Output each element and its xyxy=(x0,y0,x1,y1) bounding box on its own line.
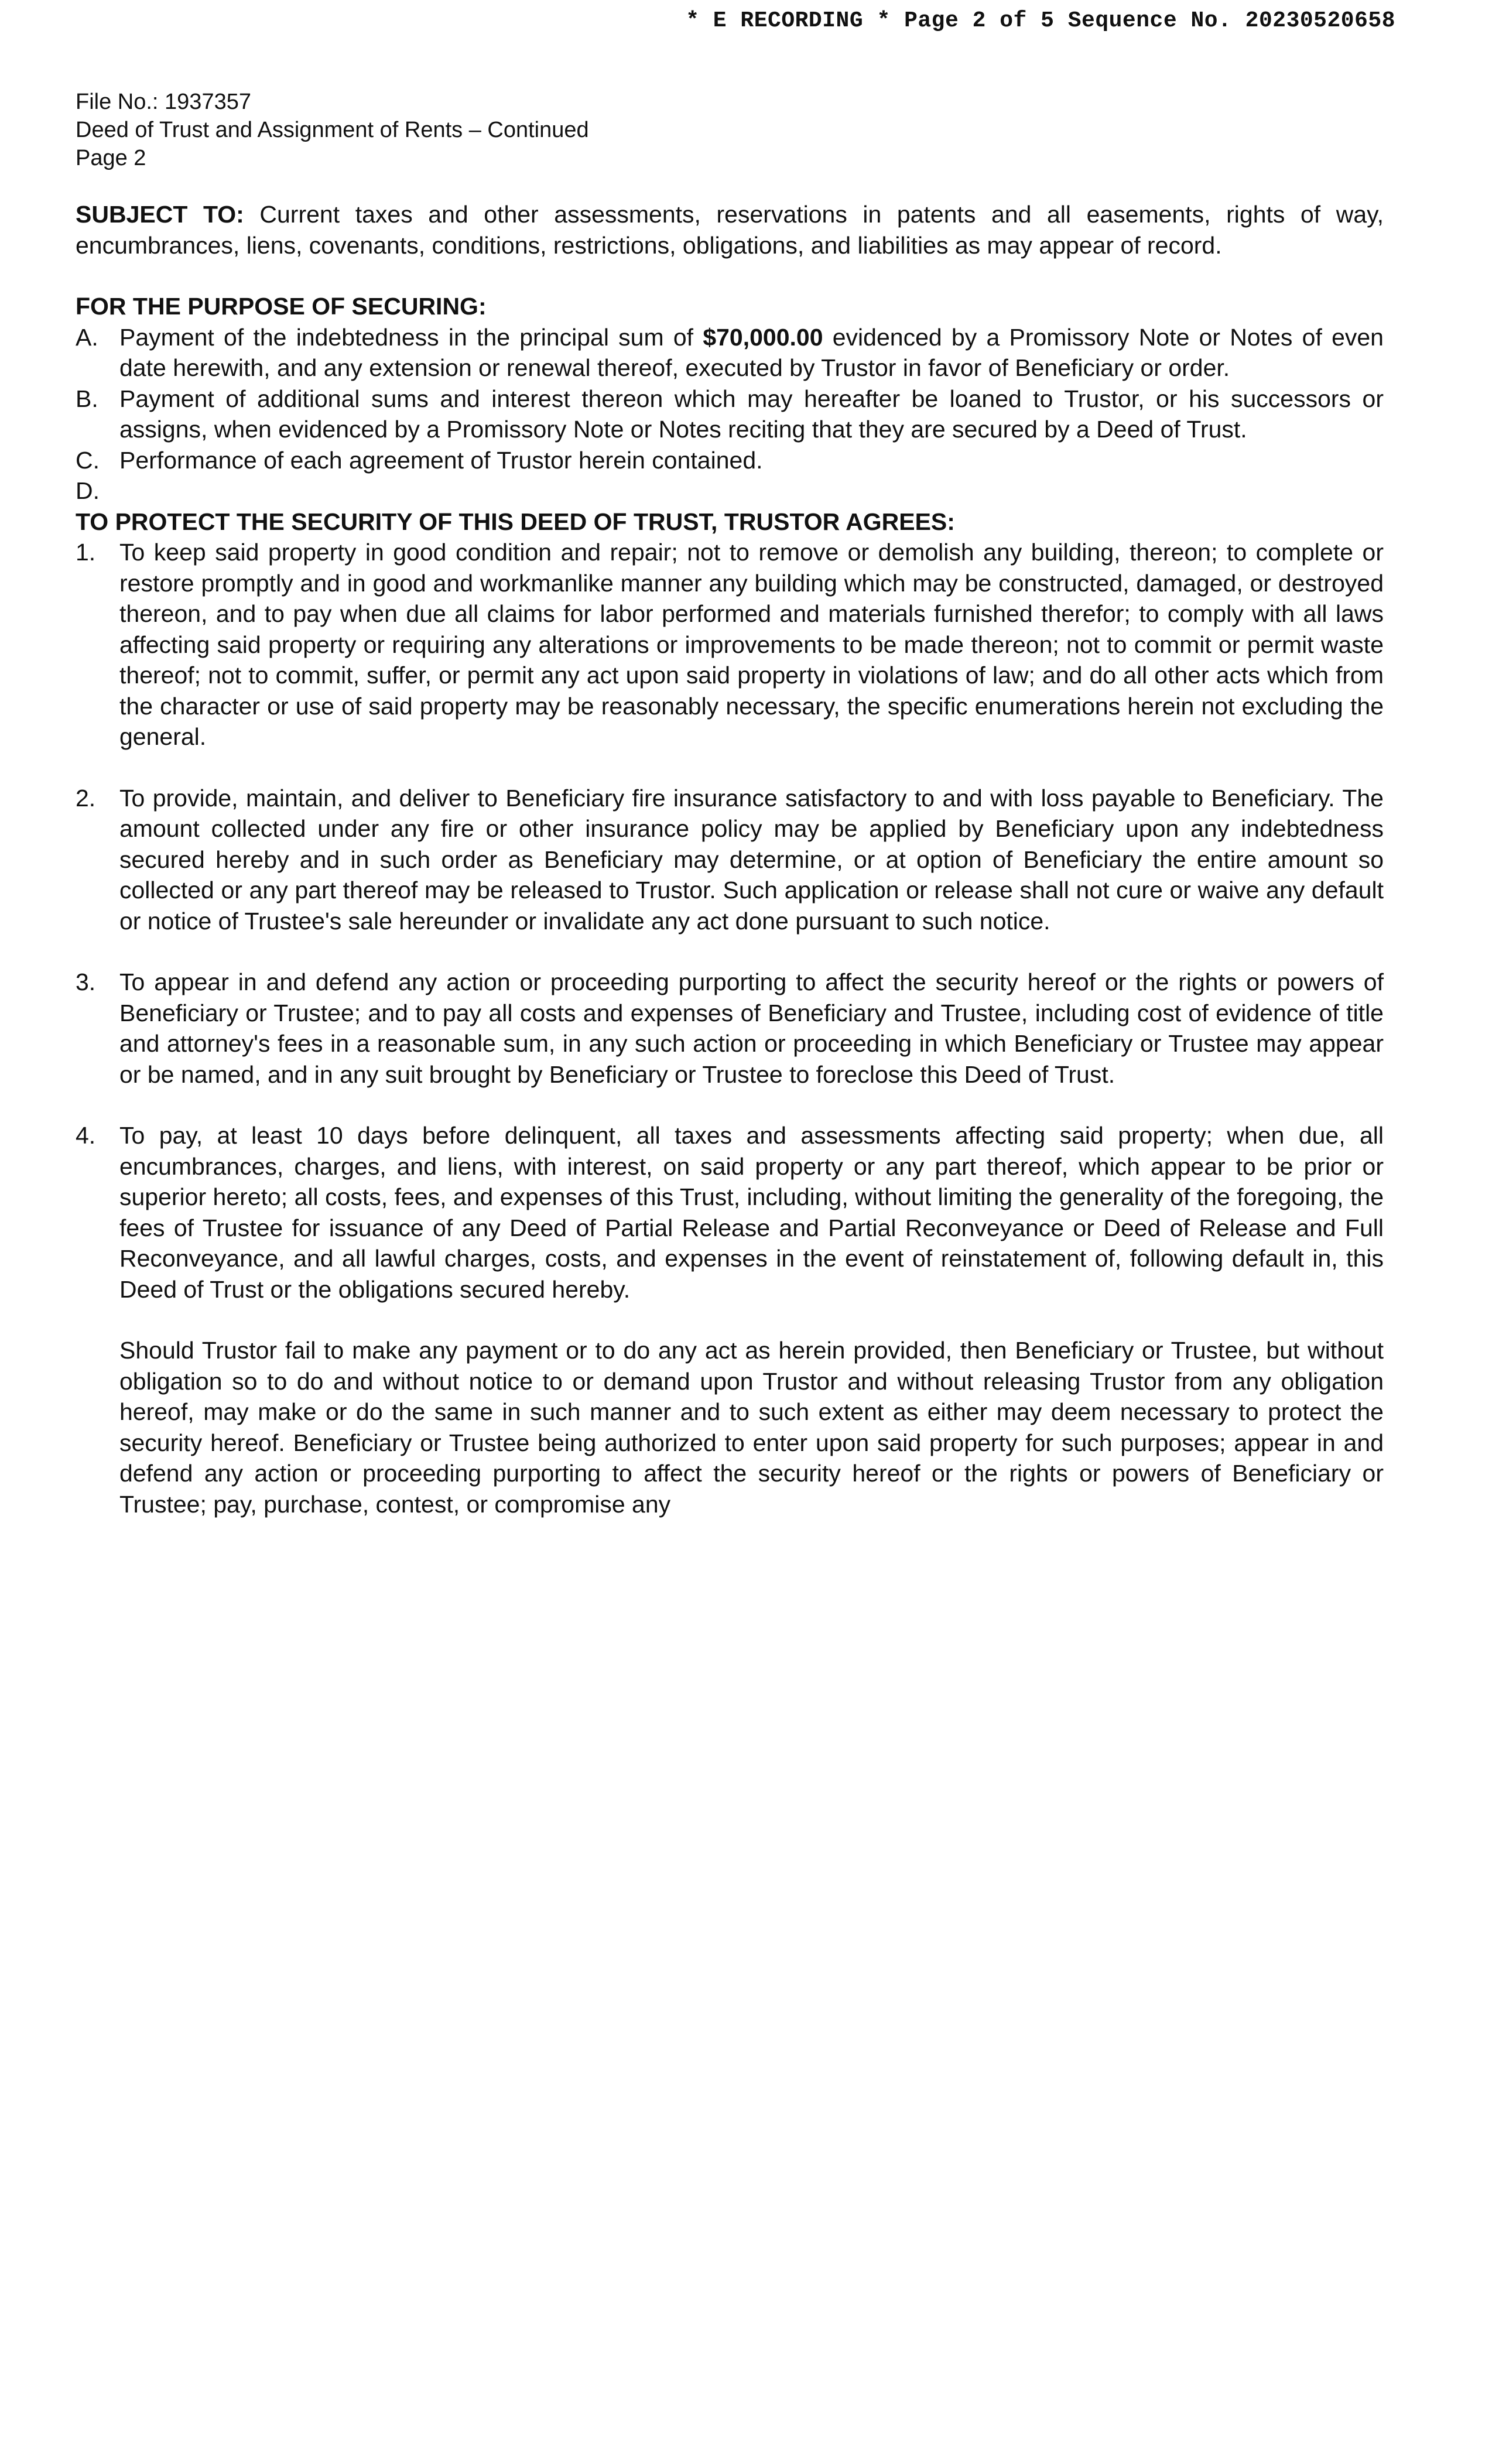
page-number: Page 2 xyxy=(76,146,146,170)
item-text: To appear in and defend any action or proceeding purporting to affect the security hereof or the rights or powers of Beneficiary or Trustee; and to pay all costs and expenses of Beneficiary and Trustee, including cost of evidence of title and attorney's fees in a reasonable sum, in any such action or proceeding in which Beneficiary or Trustee may appear or be named, and in any suit brought by Beneficiary or Trustee to foreclose this Deed of Trust. xyxy=(119,969,1384,1088)
item-marker: B. xyxy=(76,385,98,412)
purpose-item-c xyxy=(76,445,1384,476)
item-text: Performance of each agreement of Trustor herein contained. xyxy=(119,446,763,474)
document-body xyxy=(76,199,1384,1520)
item-marker: 3. xyxy=(76,969,96,995)
covenant-item-4 xyxy=(76,1120,1384,1305)
item-marker: 2. xyxy=(76,784,96,812)
file-number: File No.: 1937357 xyxy=(76,90,251,114)
principal-amount: $70,000.00 xyxy=(703,323,823,351)
subject-to-text: Current taxes and other assessments, reservations in patents and all easements, rights of way, encumbrances, liens, covenants, conditions, restrictions, obligations, and liabilities as may appear of record. xyxy=(76,201,1384,259)
document-title: Deed of Trust and Assignment of Rents – Continued xyxy=(76,118,589,142)
subject-to-paragraph xyxy=(76,199,1384,261)
item-marker: D. xyxy=(76,477,100,504)
recording-stamp: * E RECORDING * Page 2 of 5 Sequence No. 20230520658 xyxy=(686,8,1395,33)
item-text: To keep said property in good condition and repair; not to remove or demolish any building, thereon; to complete or restore promptly and in good and workmanlike manner any building which may be constructed, damaged, or destroyed thereon, and to pay when due all claims for labor performed and materials furnished therefor; to comply with all laws affecting said property or requiring any alterations or improvements to be made thereon; not to commit or permit waste thereof; not to commit, suffer, or permit any act upon said property in violations of law; and do all other acts which from the character or use of said property may be reasonably necessary, the specific enumerations herein not excluding the general. xyxy=(119,539,1384,750)
item-text: To provide, maintain, and deliver to Beneficiary fire insurance satisfactory to and with loss payable to Beneficiary. The amount collected under any fire or other insurance policy may be applied by Beneficiary upon any indebtedness secured hereby and in such order as Beneficiary may determine, or at option of Beneficiary the entire amount so collected or any part thereof may be released to Trustor. Such application or release shall not cure or waive any default or notice of Trustee's sale hereunder or invalidate any act done pursuant to such notice. xyxy=(119,784,1384,935)
item-marker: A. xyxy=(76,323,98,351)
subject-to-label: SUBJECT TO: xyxy=(76,201,244,228)
covenant-item-1 xyxy=(76,537,1384,752)
item-marker: 1. xyxy=(76,539,96,566)
item-marker: 4. xyxy=(76,1122,96,1149)
purpose-item-b xyxy=(76,384,1384,445)
covenant-4-continuation: Should Trustor fail to make any payment or to do any act as herein provided, then Beneficiary or Trustee, but without obligation so to do and without notice to or demand upon Trustor and without releasing Trustor from any obligation hereof, may make or do the same in such manner and to such extent as either may deem necessary to protect the security hereof. Beneficiary or Trustee being authorized to enter upon said property for such purposes; appear in and defend any action or proceeding purporting to affect the security hereof or the rights or powers of Beneficiary or Trustee; pay, purchase, contest, or compromise any xyxy=(119,1337,1384,1518)
protect-title: TO PROTECT THE SECURITY OF THIS DEED OF TRUST, TRUSTOR AGREES: xyxy=(76,508,955,535)
item-marker: C. xyxy=(76,446,100,474)
item-text-after: evidenced by a Promissory Note or Notes of even date herewith, and any extension or renewal thereof, executed by Trustor in favor of Beneficiary or order. xyxy=(119,323,1384,381)
covenant-item-2 xyxy=(76,783,1384,937)
item-text: Payment of additional sums and interest thereon which may hereafter be loaned to Trustor, or his successors or assigns, when evidenced by a Promissory Note or Notes reciting that they are secured by a Deed of Trust. xyxy=(119,385,1384,443)
item-text: To pay, at least 10 days before delinquent, all taxes and assessments affecting said property; when due, all encumbrances, charges, and liens, with interest, on said property or any part thereof, which appear to be prior or superior hereto; all costs, fees, and expenses of this Trust, including, without limiting the generality of the foregoing, the fees of Trustee for issuance of any Deed of Partial Release and Partial Reconveyance or Deed of Release and Full Reconveyance, and all lawful charges, costs, and expenses in the event of reinstatement of, following default in, this Deed of Trust or the obligations secured hereby. xyxy=(119,1122,1384,1303)
covenant-item-3 xyxy=(76,967,1384,1090)
purpose-item-d xyxy=(76,475,1384,507)
item-text-before: Payment of the indebtedness in the principal sum of xyxy=(119,323,703,351)
purpose-item-a xyxy=(76,322,1384,384)
document-header xyxy=(76,88,589,172)
purpose-title: FOR THE PURPOSE OF SECURING: xyxy=(76,293,487,320)
item-text xyxy=(119,322,1384,384)
